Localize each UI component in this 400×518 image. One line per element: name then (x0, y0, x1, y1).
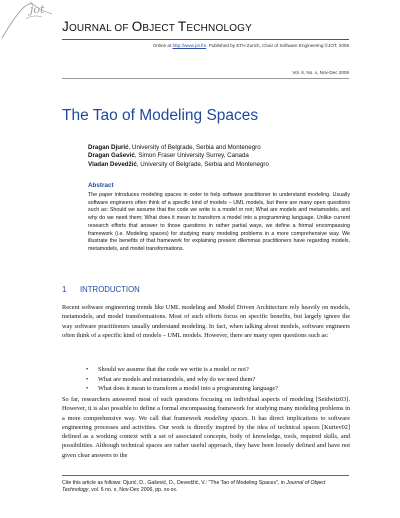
author-name: Vladan Devedžić (88, 160, 137, 168)
body-paragraph: Recent software engineering trends like UML modeling and Model Driven Architecture rely heavily on models, metamodels, and model transformations. Most of such efforts focus on specific benefits, but largely ignore the way software practitioners usually understand modeling. In fact, when talking about models, software engineers often think of a specific kind of models – UML models. However, there are many open questions such as: (62, 304, 350, 339)
paper-title: The Tao of Modeling Spaces (62, 107, 259, 124)
author-entry (88, 144, 269, 152)
bullet-icon: • (86, 375, 89, 383)
author-affiliation: , Simon Fraser University Surrey, Canada (134, 152, 249, 160)
journal-title: JOURNAL OF OBJECT TECHNOLOGY (62, 19, 253, 34)
header-divider (62, 39, 349, 40)
body-paragraph: So far, researchers answered most of such questions focusing on individual aspects of modeling [Seidwitz03]. However, it is also possible to define a formal encompassing framework for studying many modeling problems in a more comprehensive way. We call that framework modeling spaces. It has direct implications to software engineering processes and activities. Our work is directly inspired by the idea of technical spaces [Kurtev02] defined as a working context with a set of associated concepts, body of knowledge, tools, required skills, and possibilities. Although technical spaces are rather useful approach, they have been loosely defined and have not given clear answers to the (62, 396, 350, 459)
section-title: INTRODUCTION (80, 285, 140, 294)
citation-footer: Cite this article as follows: Djurić, D., Gašević, D., Devedžić, V.: "The Tao of Modeling Spaces", in Journal of Object Technology, vol. 6 no. x, Nov-Dec 2006, pp. xx-xx. (62, 480, 326, 494)
volume-divider (62, 78, 349, 79)
bullet-icon: • (86, 385, 89, 393)
journal-link[interactable]: http://www.jot.fm (172, 43, 207, 48)
abstract-text: The paper introduces modeling spaces in order to help software practitioner to understand modeling. Usually software engineers often think of a specific kind of models – UML models, but there are many open questions such as: Should we assume that the code we write is a model or not; What are models and metamodels, and why do we need them; What does it mean to transform a model into a programming language. Unlike current research efforts that answer to those questions in rather partial ways, we define a formal encompassing framework (i.e. Modeling spaces) for studying many modeling problems in a more comprehensive way. We illustrate the benefits of that framework for explaining present dilemmas practitioners have regarding models, metamodels, and model transformations. (88, 192, 350, 252)
jot-logo (0, 0, 64, 44)
publication-info: Online at http://www.jot.fm. Published by ETH Zurich, Chair of Software Engineering ©JOT, 2006 (152, 43, 349, 48)
volume-info: Vol. 6, No. x, Nov-Dec 2006 (292, 70, 349, 75)
list-item: • What does it mean to transform a model into a programming language? (86, 385, 278, 393)
question-list (86, 365, 348, 394)
author-name: Dragan Gašević (88, 152, 135, 160)
author-entry (88, 161, 269, 169)
author-affiliation: , University of Belgrade, Serbia and Montenegro (136, 160, 269, 168)
bullet-icon: • (86, 366, 89, 373)
list-item: • What are models and metamodels, and why do we need them? (86, 375, 256, 383)
abstract-heading: Abstract (88, 182, 114, 189)
emphasis-text: modeling spaces (204, 414, 248, 422)
author-entry (88, 152, 269, 160)
logo-text: jot (30, 3, 45, 16)
author-list (88, 144, 269, 169)
author-name: Dragan Djurić (88, 144, 129, 151)
section-heading (62, 285, 140, 294)
footer-divider (62, 475, 349, 476)
author-affiliation: , University of Belgrade, Serbia and Montenegro (128, 144, 261, 151)
section-number: 1 (62, 285, 67, 294)
list-item: • Should we assume that the code we write is a model or not? (86, 366, 249, 373)
abstract (88, 182, 350, 254)
